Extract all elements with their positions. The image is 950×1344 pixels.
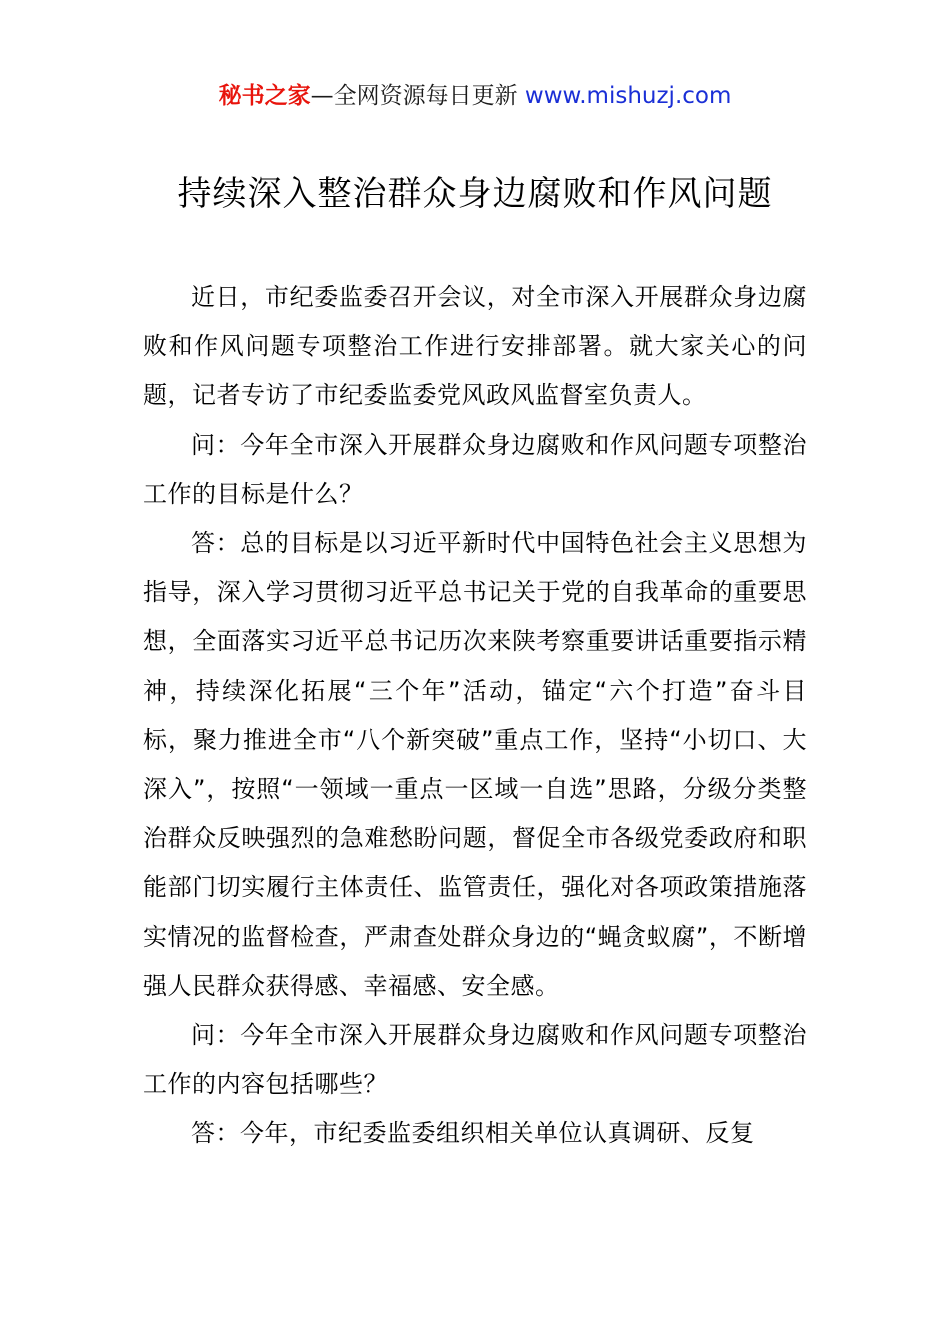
site-url-link[interactable]: www.mishuzj.com <box>524 83 732 109</box>
site-header <box>0 80 950 112</box>
paragraph-intro: 近日，市纪委监委召开会议，对全市深入开展群众身边腐败和作风问题专项整治工作进行安排部署。就大家关心的问题，记者专访了市纪委监委党风政风监督室负责人。 <box>143 283 807 410</box>
paragraph-answer-2: 答：今年，市纪委监委组织相关单位认真调研、反复 <box>191 1119 755 1148</box>
article-title: 持续深入整治群众身边腐败和作风问题 <box>177 174 773 214</box>
paragraph-question-2: 问：今年全市深入开展群众身边腐败和作风问题专项整治工作的内容包括哪些？ <box>143 1021 807 1099</box>
paragraph-question-1: 问：今年全市深入开展群众身边腐败和作风问题专项整治工作的目标是什么？ <box>143 430 807 508</box>
article-body <box>143 273 807 1159</box>
site-brand: 秘书之家 <box>218 83 311 109</box>
paragraph-answer-1: 答：总的目标是以习近平新时代中国特色社会主义思想为指导，深入学习贯彻习近平总书记关于党的自我革命的重要思想，全面落实习近平总书记历次来陕考察重要讲话重要指示精神，持续深化拓展“三个年”活动，锚定“六个打造”奋斗目标，聚力推进全市“八个新突破”重点工作，坚持“小切口、大深入”，按照“一领域一重点一区域一自选”思路，分级分类整治群众反映强烈的急难愁盼问题，督促全市各级党委政府和职能部门切实履行主体责任、监管责任，强化对各项政策措施落实情况的监督检查，严肃查处群众身边的“蝇贪蚁腐”，不断增强人民群众获得感、幸福感、安全感。 <box>143 529 807 1000</box>
site-tagline: —全网资源每日更新 <box>310 83 525 109</box>
